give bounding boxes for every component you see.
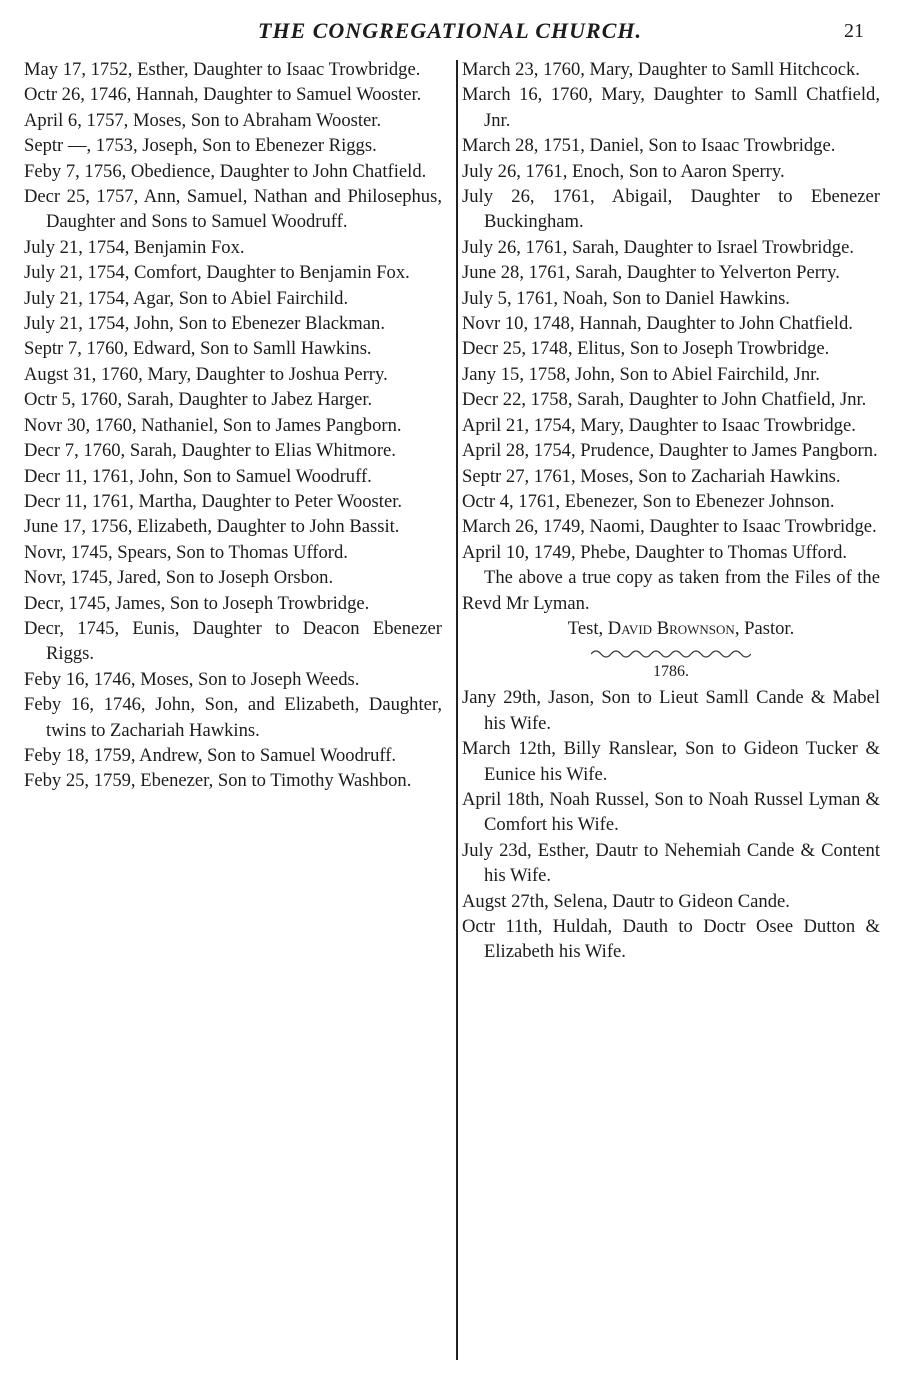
column-divider [456, 60, 458, 1360]
record-entry: July 21, 1754, Comfort, Daughter to Benjamin Fox. [24, 262, 410, 284]
record-entry: Novr, 1745, Jared, Son to Joseph Orsbon. [24, 567, 334, 589]
wavy-rule-ornament [591, 648, 751, 660]
attestation-prefix: Test, [567, 617, 604, 639]
record-entry-1786: March 12th, Billy Ranslear, Son to Gideon Tucker & Eunice his Wife. [462, 738, 880, 785]
record-entry: Novr 10, 1748, Hannah, Daughter to John Chatfield. [462, 313, 853, 335]
record-entry: April 28, 1754, Prudence, Daughter to James Pangborn. [462, 440, 878, 462]
record-entry: Novr, 1745, Spears, Son to Thomas Ufford. [24, 541, 348, 563]
record-entry: Septr 7, 1760, Edward, Son to Samll Hawkins. [24, 338, 372, 360]
record-entry: Decr 25, 1757, Ann, Samuel, Nathan and Philosephus, Daughter and Sons to Samuel Woodruff. [24, 186, 442, 233]
left-column [24, 57, 442, 794]
record-entry: June 17, 1756, Elizabeth, Daughter to John Bassit. [24, 516, 400, 538]
record-entry: March 23, 1760, Mary, Daughter to Samll Hitchcock. [462, 59, 860, 80]
year-heading: 1786. [653, 663, 689, 681]
record-entry: Feby 16, 1746, Moses, Son to Joseph Weeds. [24, 668, 360, 690]
record-entry: March 26, 1749, Naomi, Daughter to Isaac Trowbridge. [462, 516, 877, 538]
record-entry: Octr 26, 1746, Hannah, Daughter to Samuel Wooster. [24, 84, 422, 106]
record-entry: April 10, 1749, Phebe, Daughter to Thomas Ufford. [462, 541, 848, 563]
record-entry: Novr 30, 1760, Nathaniel, Son to James Pangborn. [24, 414, 402, 436]
record-entry: Feby 7, 1756, Obedience, Daughter to John Chatfield. [24, 160, 427, 182]
record-entry: Decr, 1745, Eunis, Daughter to Deacon Ebenezer Riggs. [24, 617, 442, 665]
record-entry-1786: Octr 11th, Huldah, Dauth to Doctr Osee Dutton & Elizabeth his Wife. [462, 916, 880, 963]
record-entry: July 5, 1761, Noah, Son to Daniel Hawkins. [462, 287, 790, 309]
record-entry: May 17, 1752, Esther, Daughter to Isaac Trowbridge. [24, 59, 421, 80]
record-entry-1786: Augst 27th, Selena, Dautr to Gideon Cande. [462, 890, 790, 912]
record-entry: March 16, 1760, Mary, Daughter to Samll Chatfield, Jnr. [462, 84, 880, 131]
record-entry: July 21, 1754, Benjamin Fox. [24, 236, 245, 258]
page-header [0, 18, 900, 52]
record-entry: April 21, 1754, Mary, Daughter to Isaac Trowbridge. [462, 414, 856, 436]
record-entry: March 28, 1751, Daniel, Son to Isaac Trowbridge. [462, 135, 836, 157]
record-entry-1786: July 23d, Esther, Dautr to Nehemiah Cande & Content his Wife. [462, 839, 880, 887]
record-entry-1786: April 18th, Noah Russel, Son to Noah Russel Lyman & Comfort his Wife. [462, 788, 880, 836]
wavy-rule [462, 645, 880, 659]
record-entry: Jany 15, 1758, John, Son to Abiel Fairchild, Jnr. [462, 363, 820, 385]
record-entry: Feby 25, 1759, Ebenezer, Son to Timothy Washbon. [24, 770, 412, 792]
record-entry: July 21, 1754, Agar, Son to Abiel Fairchild. [24, 287, 349, 309]
record-entry: Septr 27, 1761, Moses, Son to Zachariah Hawkins. [462, 465, 841, 487]
record-entry: Feby 16, 1746, John, Son, and Elizabeth, Daughter, twins to Zachariah Hawkins. [24, 694, 442, 741]
record-entry: June 28, 1761, Sarah, Daughter to Yelverton Perry. [462, 262, 840, 284]
record-entry: July 26, 1761, Sarah, Daughter to Israel Trowbridge. [462, 236, 854, 258]
record-entry: Decr 25, 1748, Elitus, Son to Joseph Trowbridge. [462, 338, 830, 360]
record-entry: Decr 7, 1760, Sarah, Daughter to Elias Whitmore. [24, 440, 396, 462]
record-entry: Augst 31, 1760, Mary, Daughter to Joshua Perry. [24, 363, 388, 385]
record-entry: Septr —, 1753, Joseph, Son to Ebenezer Riggs. [24, 135, 377, 157]
page-number: 21 [844, 20, 864, 42]
record-entry-1786: Jany 29th, Jason, Son to Lieut Samll Cande & Mabel his Wife. [462, 687, 880, 734]
right-column [462, 57, 880, 965]
record-entry: July 26, 1761, Abigail, Daughter to Ebenezer Buckingham. [462, 186, 880, 233]
attestation-name: David Brownson [607, 617, 735, 639]
attestation-suffix: , Pastor. [734, 617, 795, 639]
record-entry: Decr 11, 1761, Martha, Daughter to Peter Wooster. [24, 490, 403, 512]
record-entry: July 21, 1754, John, Son to Ebenezer Blackman. [24, 313, 385, 335]
attestation [462, 616, 880, 641]
page-title: THE CONGREGATIONAL CHURCH. [258, 18, 642, 43]
record-entry: Decr 22, 1758, Sarah, Daughter to John Chatfield, Jnr. [462, 389, 867, 411]
record-entry: Decr 11, 1761, John, Son to Samuel Woodruff. [24, 465, 372, 487]
certification-note: The above a true copy as taken from the Files of the Revd Mr Lyman. [462, 567, 880, 614]
record-entry: Octr 4, 1761, Ebenezer, Son to Ebenezer Johnson. [462, 490, 835, 512]
record-entry: Decr, 1745, James, Son to Joseph Trowbridge. [24, 592, 370, 614]
record-entry: Octr 5, 1760, Sarah, Daughter to Jabez Harger. [24, 389, 373, 411]
record-entry: Feby 18, 1759, Andrew, Son to Samuel Woodruff. [24, 744, 397, 766]
record-entry: April 6, 1757, Moses, Son to Abraham Wooster. [24, 109, 382, 131]
record-entry: July 26, 1761, Enoch, Son to Aaron Sperry. [462, 160, 785, 182]
